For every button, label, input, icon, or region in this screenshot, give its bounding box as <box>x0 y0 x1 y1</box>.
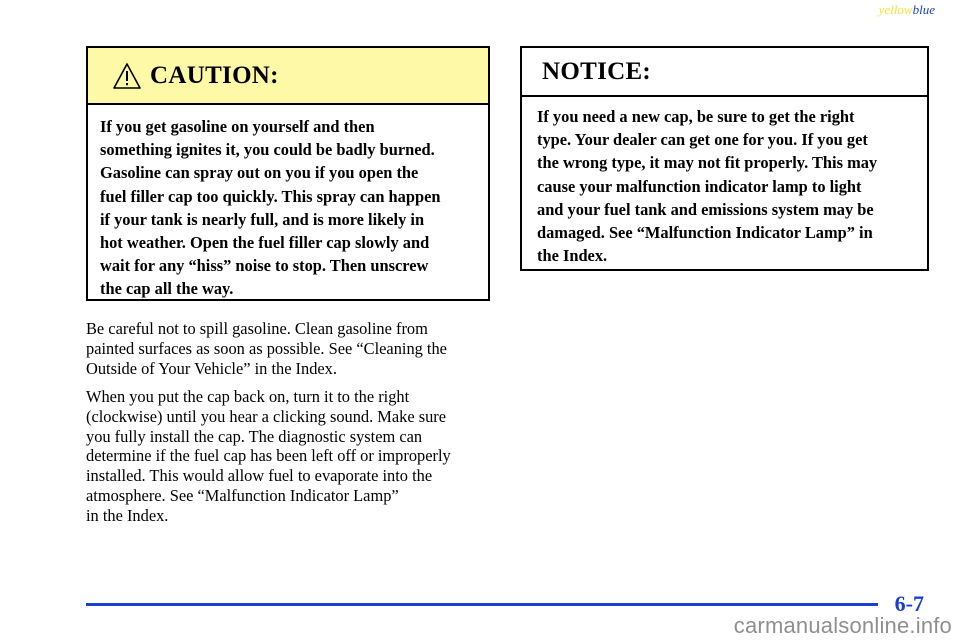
paragraph-line: (clockwise) until you hear a clicking sound. Make sure <box>86 406 447 426</box>
color-header <box>879 2 935 18</box>
caution-line: fuel filler cap too quickly. This spray can happen <box>100 186 441 206</box>
paragraph-line: painted surfaces as soon as possible. See “Cleaning the <box>86 338 447 358</box>
footer-rule <box>86 603 878 606</box>
caution-box <box>86 46 490 301</box>
caution-line: the cap all the way. <box>100 279 234 299</box>
caution-line: Gasoline can spray out on you if you open the <box>100 163 419 183</box>
caution-text <box>88 105 488 301</box>
notice-box <box>520 46 929 271</box>
caution-line: something ignites it, you could be badly burned. <box>100 140 435 160</box>
warning-triangle-icon <box>112 62 142 90</box>
paragraph-careful <box>86 319 494 378</box>
paragraph-line: installed. This would allow fuel to evaporate into the <box>86 466 433 486</box>
paragraph-line: When you put the cap back on, turn it to the right <box>86 387 410 406</box>
notice-line: the wrong type, it may not fit properly. This may <box>537 153 878 173</box>
notice-line: and your fuel tank and emissions system may be <box>537 199 874 219</box>
paragraph-cap-back-on <box>86 387 494 526</box>
paragraph-line: you fully install the cap. The diagnostic system can <box>86 426 423 446</box>
watermark: carmanualsonline.info <box>733 613 952 638</box>
notice-header <box>522 48 927 97</box>
notice-line: the Index. <box>537 246 608 266</box>
notice-line: type. Your dealer can get one for you. If you get <box>537 130 868 150</box>
notice-title: NOTICE: <box>542 57 652 85</box>
paragraph-line: determine if the fuel cap has been left off or improperly <box>86 446 451 466</box>
paragraph-line: atmosphere. See “Malfunction Indicator Lamp” <box>86 485 399 505</box>
caution-line: wait for any “hiss” noise to stop. Then unscrew <box>100 256 429 276</box>
notice-text <box>522 97 927 267</box>
header-yellow-word: yellow <box>878 2 913 17</box>
caution-line: If you get gasoline on yourself and then <box>100 117 375 136</box>
caution-line: if your tank is nearly full, and is more likely in <box>100 209 425 229</box>
page-number: 6-7 <box>894 591 924 616</box>
notice-line: If you need a new cap, be sure to get the right <box>537 107 855 126</box>
caution-title: CAUTION: <box>150 61 279 89</box>
paragraph-line: in the Index. <box>86 505 169 525</box>
caution-header <box>88 48 488 105</box>
paragraph-line: Be careful not to spill gasoline. Clean gasoline from <box>86 319 428 338</box>
header-blue-word: blue <box>912 2 935 17</box>
notice-line: damaged. See “Malfunction Indicator Lamp” in <box>537 223 873 243</box>
notice-line: cause your malfunction indicator lamp to light <box>537 176 862 196</box>
caution-line: hot weather. Open the fuel filler cap slowly and <box>100 233 430 253</box>
paragraph-line: Outside of Your Vehicle” in the Index. <box>86 358 337 378</box>
